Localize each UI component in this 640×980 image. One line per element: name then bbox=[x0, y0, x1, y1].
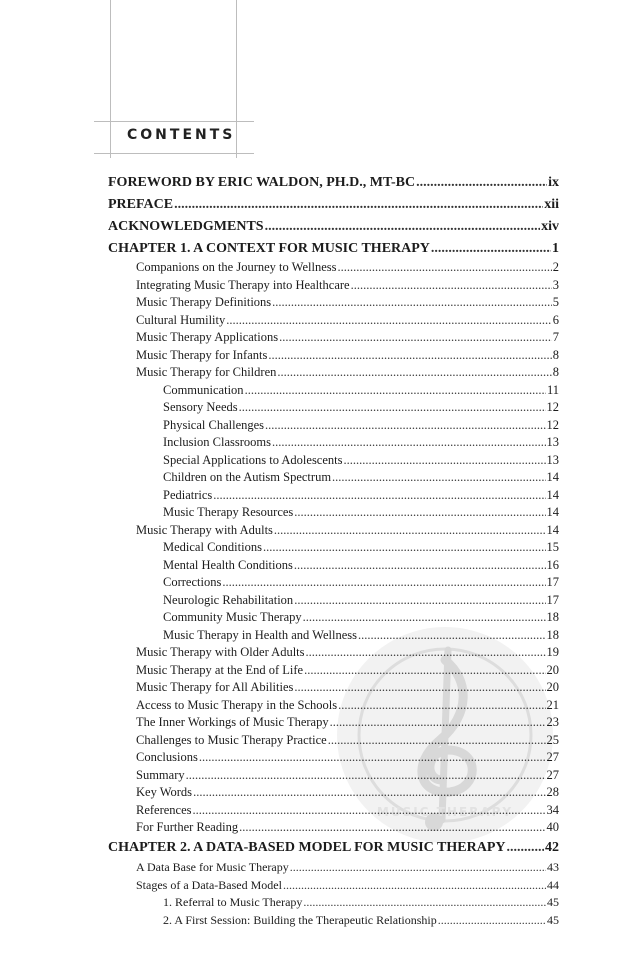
entry-title: Music Therapy for All Abilities bbox=[136, 680, 294, 694]
toc-entry-acknowledgments[interactable] bbox=[108, 219, 559, 235]
toc-entry[interactable] bbox=[163, 593, 559, 608]
entry-title: Sensory Needs bbox=[163, 400, 238, 414]
entry-title: Communication bbox=[163, 382, 244, 397]
entry-page: 20 bbox=[546, 680, 559, 694]
entry-title: Music Therapy for Infants bbox=[136, 347, 268, 362]
entry-page: 42 bbox=[545, 840, 559, 855]
dot-leader bbox=[328, 733, 546, 748]
toc-entry[interactable] bbox=[163, 453, 559, 468]
entry-title: Music Therapy for Children bbox=[136, 365, 277, 379]
toc-entry[interactable] bbox=[136, 278, 559, 293]
entry-page: 21 bbox=[546, 697, 559, 712]
entry-page: 15 bbox=[546, 540, 559, 554]
dot-leader bbox=[294, 593, 545, 608]
dot-leader bbox=[438, 913, 546, 928]
entry-title: Music Therapy Definitions bbox=[136, 295, 272, 309]
toc-entry[interactable] bbox=[163, 488, 559, 503]
toc-entry[interactable] bbox=[163, 913, 559, 928]
dot-leader bbox=[294, 505, 545, 520]
dot-leader bbox=[290, 860, 546, 875]
dot-leader bbox=[199, 750, 546, 765]
entry-title: Summary bbox=[136, 767, 185, 782]
watermark-text: MUSIC THERAPY bbox=[376, 805, 514, 819]
dot-leader bbox=[303, 610, 546, 625]
toc-entry[interactable] bbox=[163, 435, 559, 450]
entry-title: Stages of a Data-Based Model bbox=[136, 877, 282, 892]
entry-title: A Data Base for Music Therapy bbox=[136, 860, 289, 874]
entry-page: 13 bbox=[546, 435, 559, 449]
entry-page: 28 bbox=[546, 785, 559, 799]
dot-leader bbox=[344, 453, 546, 468]
entry-title: Mental Health Conditions bbox=[163, 557, 293, 572]
entry-title: Music Therapy Resources bbox=[163, 505, 294, 519]
entry-page: 40 bbox=[546, 820, 559, 834]
dot-leader bbox=[268, 348, 551, 363]
entry-title: Companions on the Journey to Wellness bbox=[136, 260, 337, 274]
dot-leader bbox=[337, 260, 551, 275]
toc-entry[interactable] bbox=[136, 663, 559, 678]
entry-title: CHAPTER 1. A CONTEXT FOR MUSIC THERAPY bbox=[108, 241, 430, 256]
toc-entry[interactable] bbox=[136, 365, 559, 380]
entry-page: 45 bbox=[547, 912, 559, 927]
dot-leader bbox=[416, 175, 547, 191]
entry-title: Inclusion Classrooms bbox=[163, 435, 271, 449]
toc-entry[interactable] bbox=[136, 733, 559, 748]
dot-leader bbox=[222, 575, 545, 590]
entry-title: Music Therapy with Adults bbox=[136, 522, 273, 537]
entry-page: 6 bbox=[552, 312, 559, 327]
entry-title: Neurologic Rehabilitation bbox=[163, 592, 294, 607]
toc-entry[interactable] bbox=[136, 645, 559, 660]
dot-leader bbox=[274, 523, 546, 538]
dot-leader bbox=[272, 295, 552, 310]
entry-page: 5 bbox=[552, 295, 559, 309]
entry-page: 14 bbox=[546, 522, 559, 537]
entry-page: 11 bbox=[546, 382, 559, 397]
entry-page: 12 bbox=[546, 400, 559, 414]
toc-entry[interactable] bbox=[136, 820, 559, 835]
entry-page: xiv bbox=[541, 219, 559, 234]
entry-page: 18 bbox=[546, 610, 559, 624]
entry-title: PREFACE bbox=[108, 197, 174, 212]
dot-leader bbox=[263, 540, 546, 555]
toc-entry-chapter-1[interactable] bbox=[108, 241, 559, 257]
entry-title: FOREWORD BY ERIC WALDON, PH.D., MT-BC bbox=[108, 175, 416, 190]
entry-title: Music Therapy Applications bbox=[136, 330, 279, 344]
entry-title: ACKNOWLEDGMENTS bbox=[108, 219, 264, 234]
entry-title: Physical Challenges bbox=[163, 417, 265, 432]
entry-page: 1 bbox=[552, 241, 559, 256]
entry-title: Children on the Autism Spectrum bbox=[163, 470, 332, 484]
toc-entry[interactable] bbox=[163, 418, 559, 433]
dot-leader bbox=[303, 895, 546, 910]
toc-entry[interactable] bbox=[163, 505, 559, 520]
dot-leader bbox=[245, 383, 546, 398]
entry-page: 43 bbox=[547, 860, 559, 874]
toc-entry[interactable] bbox=[136, 313, 559, 328]
dot-leader bbox=[330, 715, 546, 730]
entry-page: 25 bbox=[546, 732, 559, 747]
dot-leader bbox=[283, 878, 546, 893]
dot-leader bbox=[358, 628, 546, 643]
dot-leader bbox=[174, 197, 543, 213]
toc-entry[interactable] bbox=[163, 610, 559, 625]
entry-page: 2 bbox=[552, 260, 559, 274]
toc-entry-foreword[interactable] bbox=[108, 175, 559, 191]
toc-entry[interactable] bbox=[163, 628, 559, 643]
entry-page: 45 bbox=[547, 895, 559, 909]
entry-page: 19 bbox=[546, 645, 559, 659]
toc-entry-chapter-2[interactable] bbox=[108, 840, 559, 856]
entry-page: 44 bbox=[547, 877, 559, 892]
dot-leader bbox=[431, 241, 551, 257]
dot-leader bbox=[351, 278, 552, 293]
entry-title: Challenges to Music Therapy Practice bbox=[136, 732, 327, 747]
dot-leader bbox=[338, 698, 545, 713]
toc-entry[interactable] bbox=[136, 878, 559, 893]
toc-entry[interactable] bbox=[136, 698, 559, 713]
dot-leader bbox=[277, 365, 551, 380]
entry-title: Integrating Music Therapy into Healthcare bbox=[136, 277, 350, 292]
dot-leader bbox=[186, 768, 546, 783]
toc-entry[interactable] bbox=[163, 895, 559, 910]
entry-page: 27 bbox=[546, 767, 559, 782]
toc-entry[interactable] bbox=[136, 768, 559, 783]
dot-leader bbox=[265, 418, 545, 433]
dot-leader bbox=[294, 558, 546, 573]
dot-leader bbox=[332, 470, 545, 485]
entry-title: Music Therapy with Older Adults bbox=[136, 645, 305, 659]
dot-leader bbox=[193, 785, 545, 800]
toc-entry[interactable] bbox=[136, 295, 559, 310]
toc-entry[interactable] bbox=[163, 540, 559, 555]
dot-leader bbox=[306, 645, 546, 660]
entry-page: 7 bbox=[552, 330, 559, 344]
entry-page: 17 bbox=[546, 592, 559, 607]
entry-page: 8 bbox=[552, 365, 559, 379]
entry-title: CHAPTER 2. A DATA-BASED MODEL FOR MUSIC THERAPY bbox=[108, 840, 506, 855]
toc-entry-preface[interactable] bbox=[108, 197, 559, 213]
entry-page: 14 bbox=[546, 505, 559, 519]
page-title: CONTENTS bbox=[127, 127, 236, 143]
entry-page: 17 bbox=[546, 575, 559, 589]
entry-title: Key Words bbox=[136, 785, 193, 799]
dot-leader bbox=[304, 663, 545, 678]
toc-entry[interactable] bbox=[136, 680, 559, 695]
entry-page: 16 bbox=[546, 557, 559, 572]
entry-title: Music Therapy in Health and Wellness bbox=[163, 627, 357, 642]
dot-leader bbox=[265, 219, 541, 235]
dot-leader bbox=[272, 435, 546, 450]
toc-entry[interactable] bbox=[136, 260, 559, 275]
toc-entry[interactable] bbox=[136, 785, 559, 800]
entry-title: References bbox=[136, 802, 192, 817]
toc-entry[interactable] bbox=[136, 348, 559, 363]
entry-title: 1. Referral to Music Therapy bbox=[163, 895, 303, 909]
toc-entry[interactable] bbox=[136, 860, 559, 875]
toc-entry[interactable] bbox=[136, 330, 559, 345]
toc-entry[interactable] bbox=[136, 523, 559, 538]
dot-leader bbox=[506, 840, 544, 856]
toc-entry[interactable] bbox=[136, 803, 559, 818]
entry-title: 2. A First Session: Building the Therapeutic Relationship bbox=[163, 912, 437, 927]
entry-title: Cultural Humility bbox=[136, 312, 226, 327]
entry-title: Corrections bbox=[163, 575, 222, 589]
entry-title: The Inner Workings of Music Therapy bbox=[136, 715, 329, 729]
dot-leader bbox=[213, 488, 545, 503]
entry-title: Community Music Therapy bbox=[163, 610, 302, 624]
entry-title: Pediatrics bbox=[163, 487, 213, 502]
dot-leader bbox=[294, 680, 545, 695]
entry-page: ix bbox=[548, 175, 559, 190]
toc-entry[interactable] bbox=[136, 750, 559, 765]
toc-entry[interactable] bbox=[163, 558, 559, 573]
entry-page: 20 bbox=[546, 662, 559, 677]
entry-page: 18 bbox=[546, 627, 559, 642]
entry-page: 23 bbox=[546, 715, 559, 729]
entry-title: Conclusions bbox=[136, 750, 198, 764]
entry-page: 12 bbox=[546, 417, 559, 432]
entry-page: 34 bbox=[546, 802, 559, 817]
entry-page: 14 bbox=[546, 487, 559, 502]
entry-page: 14 bbox=[546, 470, 559, 484]
entry-title: Music Therapy at the End of Life bbox=[136, 662, 304, 677]
toc-entry[interactable] bbox=[136, 715, 559, 730]
entry-page: 3 bbox=[552, 277, 559, 292]
entry-title: For Further Reading bbox=[136, 820, 239, 834]
entry-page: 27 bbox=[546, 750, 559, 764]
entry-title: Medical Conditions bbox=[163, 540, 262, 554]
entry-page: 13 bbox=[546, 452, 559, 467]
entry-title: Special Applications to Adolescents bbox=[163, 452, 343, 467]
entry-page: 8 bbox=[552, 347, 559, 362]
toc-entry[interactable] bbox=[163, 383, 559, 398]
dot-leader bbox=[239, 820, 545, 835]
dot-leader bbox=[226, 313, 552, 328]
toc-entry[interactable] bbox=[163, 400, 559, 415]
dot-leader bbox=[193, 803, 546, 818]
entry-page: xii bbox=[544, 197, 559, 212]
toc-entry[interactable] bbox=[163, 575, 559, 590]
dot-leader bbox=[239, 400, 546, 415]
entry-title: Access to Music Therapy in the Schools bbox=[136, 697, 338, 712]
dot-leader bbox=[279, 330, 552, 345]
toc-entry[interactable] bbox=[163, 470, 559, 485]
